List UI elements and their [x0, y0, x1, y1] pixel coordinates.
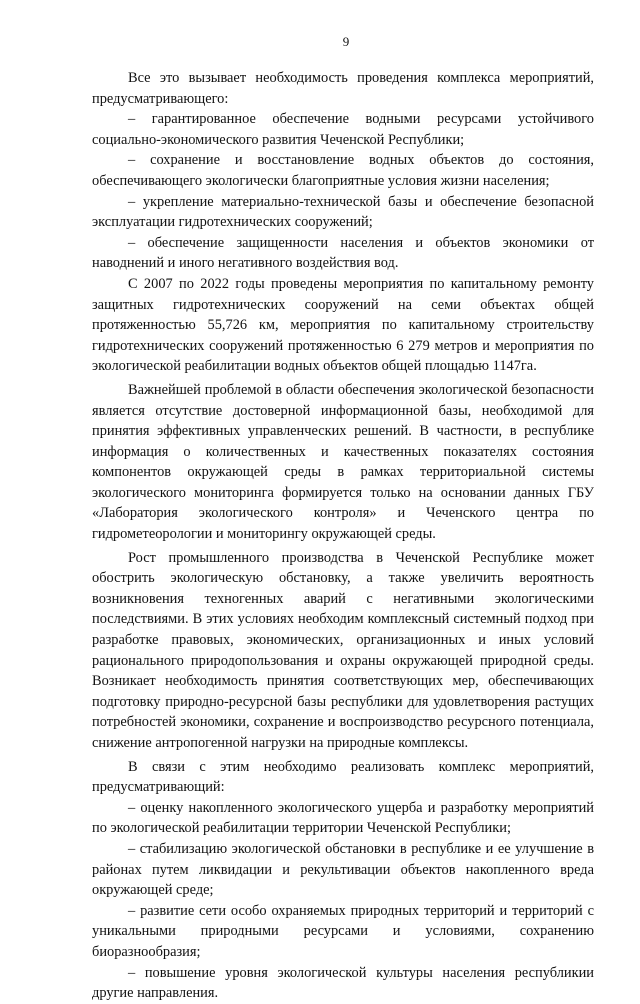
- list-item: – развитие сети особо охраняемых природных территорий и территорий с уникальными природными ресурсами и условиями, сохранению биоразнообразия;: [92, 902, 594, 960]
- document-body: [92, 68, 594, 1004]
- list-item: – стабилизацию экологической обстановки в республике и ее улучшение в районах путем ликвидации и рекультивации объектов накопленного вреда окружающей среде;: [92, 840, 594, 899]
- list-item: – оценку накопленного экологического ущерба и разработку мероприятий по экологической реабилитации территории Чеченской Республики;: [92, 799, 594, 837]
- paragraph: Рост промышленного производства в Чеченской Республике может обострить экологическую обстановку, а также увеличить вероятность возникновения техногенных аварий с негативными экологическими последствиями. В этих условиях необходим комплексный системный подход при разработке правовых, экономических, организационных и иных условий рационального природопользования и охраны окружающей природной среды. Возникает необходимость принятия соответствующих мер, обеспечивающих подготовку природно-ресурсной базы республики для удовлетворения растущих потребностей экономики, сохранение и воспроизводство ресурсного потенциала, снижение антропогенной нагрузки на природные комплексы.: [92, 549, 594, 751]
- list-item: – сохранение и восстановление водных объектов до состояния, обеспечивающего экологически благоприятные условия жизни населения;: [92, 152, 594, 189]
- page-number: 9: [342, 34, 350, 49]
- list-item: – укрепление материально-технической базы и обеспечение безопасной эксплуатации гидротехнических сооружений;: [92, 193, 594, 231]
- paragraph: С 2007 по 2022 годы проведены мероприятия по капитальному ремонту защитных гидротехнических сооружений на семи объектах общей протяженностью 55,726 км, мероприятия по капитальному строительству гидротехнических сооружений протяженностью 6 279 метров и мероприятия по экологической реабилитации водных объектов общей площадью 1147га.: [92, 275, 594, 375]
- list-item: – повышение уровня экологической культуры населения республикии другие направления.: [92, 964, 594, 1002]
- paragraph: Все это вызывает необходимость проведения комплекса мероприятий, предусматривающего:: [92, 70, 594, 107]
- list-item: – обеспечение защищенности населения и объектов экономики от наводнений и иного негативного воздействия вод.: [92, 234, 594, 272]
- paragraph: В связи с этим необходимо реализовать комплекс мероприятий, предусматривающий:: [92, 758, 594, 796]
- paragraph: Важнейшей проблемой в области обеспечения экологической безопасности является отсутствие достоверной информационной базы, необходимой для принятия эффективных управленческих решений. В частности, в республике информация о количественных и качественных показателях состояния компонентов окружающей среды в рамках территориальной системы экологического мониторинга формируется только на основании данных ГБУ «Лаборатория экологического контроля» и Чеченского центра по гидрометеорологии и мониторингу окружающей среды.: [92, 381, 594, 543]
- list-item: – гарантированное обеспечение водными ресурсами устойчивого социально-экономического развития Чеченской Республики;: [92, 111, 594, 148]
